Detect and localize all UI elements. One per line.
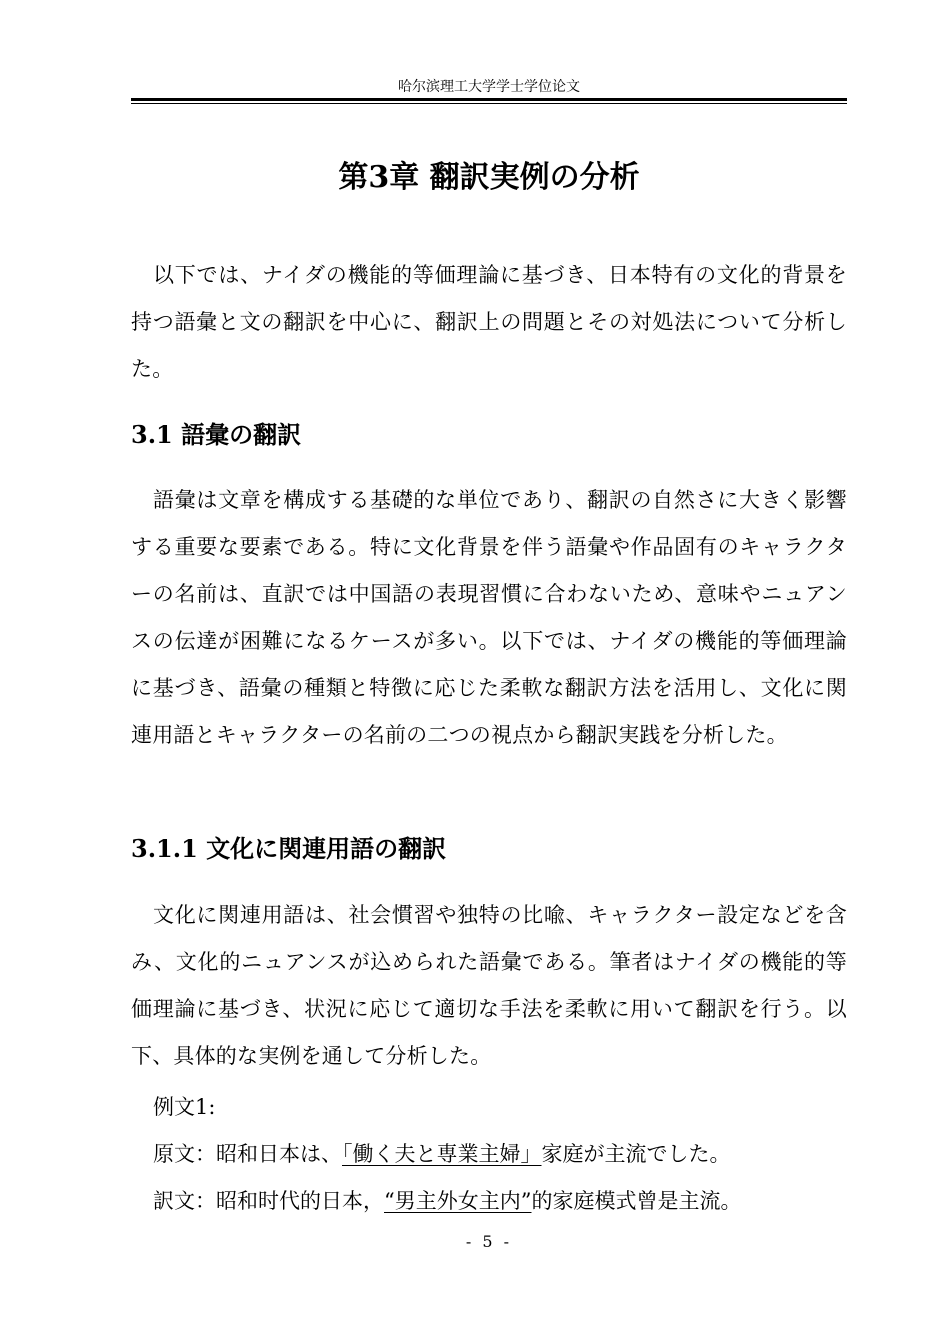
intro-paragraph: 以下では、ナイダの機能的等価理論に基づき、日本特有の文化的背景を持つ語彙と文の翻訳を中心に、翻訳上の問題とその対処法について分析した。 — [131, 263, 847, 381]
source-suffix: 家庭が主流でした。 — [541, 1142, 731, 1166]
source-highlight: 「働く夫と専業主婦」 — [342, 1142, 542, 1166]
header-rule-thin — [131, 103, 847, 104]
header-rule-thick — [131, 98, 847, 101]
example-translation-line — [153, 1186, 741, 1216]
translation-suffix: 的家庭模式曾是主流。 — [531, 1189, 742, 1213]
example-label: 例文1: — [153, 1095, 216, 1119]
translation-prefix: 訳文：昭和时代的日本， — [153, 1189, 384, 1213]
section-3-1-paragraph: 語彙は文章を構成する基礎的な単位であり、翻訳の自然さに大きく影響する重要な要素である。特に文化背景を伴う語彙や作品固有のキャラクターの名前は、直訳では中国語の表現習慣に合わないため、意味やニュアンスの伝達が困難になるケースが多い。以下では、ナイダの機能的等価理論に基づき、語彙の種類と特徴に応じた柔軟な翻訳方法を活用し、文化に関連用語とキャラクターの名前の二つの視点から翻訳実践を分析した。 — [131, 488, 847, 747]
translation-highlight: “男主外女主内” — [384, 1189, 532, 1213]
source-prefix: 原文：昭和日本は、 — [153, 1142, 342, 1166]
example-source-line — [153, 1139, 731, 1169]
section-3-1-1-paragraph: 文化に関連用語は、社会慣習や独特の比喩、キャラクター設定などを含み、文化的ニュアンスが込められた語彙である。筆者はナイダの機能的等価理論に基づき、状況に応じて適切な手法を柔軟に用いて翻訳を行う。以下、具体的な実例を通して分析した。 — [131, 903, 847, 1068]
running-header: 哈尔滨理工大学学士学位论文 — [398, 79, 580, 95]
section-heading-3-1: 3.1 語彙の翻訳 — [131, 420, 302, 449]
page-number: - 5 - — [465, 1232, 513, 1251]
chapter-title: 第3章 翻訳実例の分析 — [338, 160, 640, 195]
section-heading-3-1-1: 3.1.1 文化に関連用語の翻訳 — [131, 834, 447, 863]
